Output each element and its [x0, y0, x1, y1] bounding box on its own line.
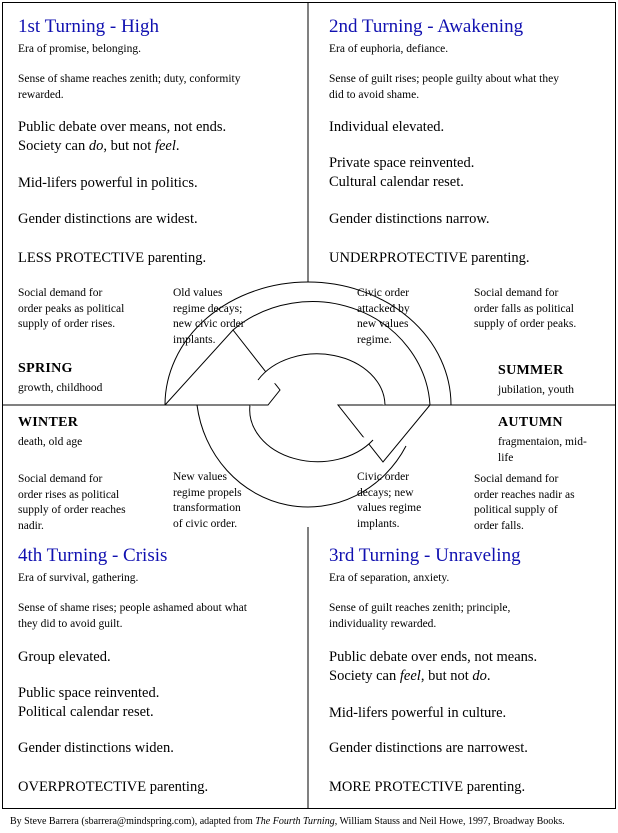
- q4-calendar: Political calendar reset.: [18, 704, 154, 720]
- q3-debate-2: Society can feel, but not do.: [329, 668, 491, 684]
- q2-title: 2nd Turning - Awakening: [329, 16, 524, 37]
- note-demand-br: Social demand for order reaches nadir as political supply of order falls.: [474, 473, 575, 532]
- note-values-tl: Old values regime decays; new civic order implants.: [173, 287, 245, 346]
- q4-sense-1: Sense of shame rises; people ashamed about what: [18, 602, 247, 614]
- q4-parenting: OVERPROTECTIVE parenting.: [18, 779, 209, 795]
- note-demand-tr: Social demand for order falls as political supply of order peaks.: [474, 287, 577, 330]
- season-spring-desc: growth, childhood: [18, 382, 103, 394]
- season-autumn-desc-2: life: [498, 452, 514, 464]
- q3-era: Era of separation, anxiety.: [329, 572, 450, 584]
- q3-title: 3rd Turning - Unraveling: [329, 545, 521, 566]
- q2-parenting: UNDERPROTECTIVE parenting.: [329, 250, 530, 266]
- q2-sense-2: did to avoid shame.: [329, 89, 420, 101]
- season-summer-desc: jubilation, youth: [498, 384, 575, 396]
- q2-era: Era of euphoria, defiance.: [329, 43, 449, 55]
- cycle-arc-inner-top: [258, 354, 385, 405]
- q1-parenting: LESS PROTECTIVE parenting.: [18, 250, 207, 266]
- q1-sense-1: Sense of shame reaches zenith; duty, conformity: [18, 73, 241, 85]
- credit-line: By Steve Barrera (sbarrera@mindspring.com), adapted from The Fourth Turning, William Stauss and Neil Howe, 1997, Broadway Books.: [10, 816, 565, 827]
- q4-sense-2: they did to avoid guilt.: [18, 618, 123, 630]
- q1-debate-1: Public debate over means, not ends.: [18, 119, 227, 135]
- season-winter-desc: death, old age: [18, 436, 83, 448]
- q1-gender: Gender distinctions are widest.: [18, 211, 198, 227]
- q1-title: 1st Turning - High: [18, 16, 159, 37]
- q2-individual: Individual elevated.: [329, 119, 445, 135]
- q3-parenting: MORE PROTECTIVE parenting.: [329, 779, 526, 795]
- q3-debate-1: Public debate over ends, not means.: [329, 649, 538, 665]
- q3-sense-1: Sense of guilt reaches zenith; principle,: [329, 602, 511, 614]
- note-civic-br: Civic order decays; new values regime implants.: [357, 471, 422, 530]
- q1-era: Era of promise, belonging.: [18, 43, 141, 55]
- note-demand-tl: Social demand for order peaks as political supply of order rises.: [18, 287, 125, 330]
- season-winter: WINTER: [18, 415, 79, 430]
- q2-calendar: Cultural calendar reset.: [329, 174, 464, 190]
- q4-space: Public space reinvented.: [18, 685, 160, 701]
- season-autumn: AUTUMN: [498, 415, 563, 430]
- q4-era: Era of survival, gathering.: [18, 572, 139, 584]
- season-summer: SUMMER: [498, 363, 564, 378]
- q3-gender: Gender distinctions are narrowest.: [329, 740, 528, 756]
- q4-group: Group elevated.: [18, 649, 111, 665]
- q4-gender: Gender distinctions widen.: [18, 740, 174, 756]
- q4-title: 4th Turning - Crisis: [18, 545, 168, 566]
- season-autumn-desc-1: fragmentaion, mid-: [498, 436, 587, 448]
- note-values-bl: New values regime propels transformation of civic order.: [173, 471, 242, 530]
- q3-sense-2: individuality rewarded.: [329, 618, 437, 630]
- note-civic-tr: Civic order attacked by new values regime.: [357, 287, 410, 346]
- note-demand-bl: Social demand for order rises as political supply of order reaches nadir.: [18, 473, 126, 532]
- q3-midlifers: Mid-lifers powerful in culture.: [329, 705, 507, 721]
- q1-debate-2: Society can do, but not feel.: [18, 138, 180, 154]
- q1-sense-2: rewarded.: [18, 89, 64, 101]
- season-spring: SPRING: [18, 361, 73, 376]
- q2-gender: Gender distinctions narrow.: [329, 211, 490, 227]
- q1-midlifers: Mid-lifers powerful in politics.: [18, 175, 198, 191]
- q2-space: Private space reinvented.: [329, 155, 475, 171]
- q2-sense-1: Sense of guilt rises; people guilty about what they: [329, 73, 559, 85]
